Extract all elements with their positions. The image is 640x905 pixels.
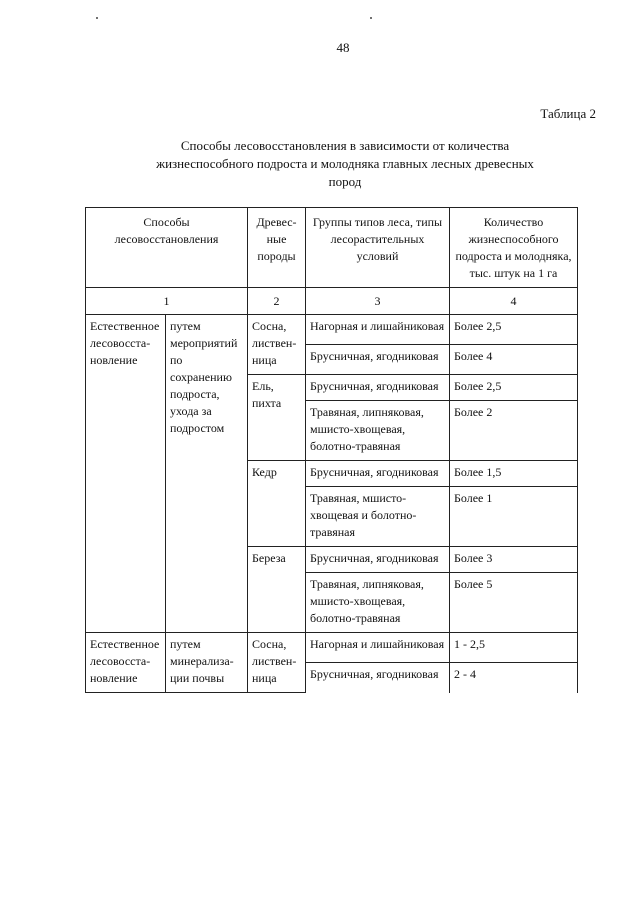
header-quantity: Количество жизнеспособного подроста и молодняка, тыс. штук на 1 га [450,208,578,288]
header-forest-types: Группы типов леса, типы лесорастительных условий [306,208,450,288]
forest-type-cell: Нагорная и лишайниковая [306,315,450,345]
scan-speck [370,17,372,19]
method-cell: Естественное лесовосста-новление [86,315,166,633]
forest-type-cell: Брусничная, ягодниковая [306,345,450,375]
species-cell: Кедр [248,461,306,547]
column-number: 1 [86,288,248,315]
forest-type-cell: Брусничная, ягодниковая [306,663,450,693]
quantity-cell: Более 1 [450,487,578,547]
column-number-row [86,288,578,315]
quantity-cell: Более 4 [450,345,578,375]
column-number: 4 [450,288,578,315]
column-number: 3 [306,288,450,315]
species-cell: Сосна, листвен-ница [248,315,306,375]
forest-type-cell: Брусничная, ягодниковая [306,375,450,401]
quantity-cell: 2 - 4 [450,663,578,693]
table-label: Таблица 2 [540,106,596,121]
header-species: Древес-ные породы [248,208,306,288]
forest-type-cell: Брусничная, ягодниковая [306,461,450,487]
scan-speck [96,17,98,19]
forest-type-cell: Брусничная, ягодниковая [306,547,450,573]
forest-type-cell: Травяная, липняковая, мшисто-хвощевая, болотно-травяная [306,573,450,633]
header-methods: Способы лесовосстановления [86,208,248,288]
forest-type-cell: Нагорная и лишайниковая [306,633,450,663]
reforestation-table [85,207,578,693]
species-cell: Ель, пихта [248,375,306,461]
quantity-cell: Более 3 [450,547,578,573]
method-cell: Естественное лесовосста-новление [86,633,166,693]
page-number: 48 [336,40,350,55]
header-row [86,208,578,288]
species-cell: Береза [248,547,306,633]
forest-type-cell: Травяная, липняковая, мшисто-хвощевая, болотно-травяная [306,401,450,461]
quantity-cell: Более 2,5 [450,315,578,345]
quantity-cell: Более 5 [450,573,578,633]
table-row [86,315,578,345]
sub-method-cell: путем мероприятий по сохранению подроста, ухода за подростом [166,315,248,633]
quantity-cell: Более 2,5 [450,375,578,401]
quantity-cell: 1 - 2,5 [450,633,578,663]
table-title: Способы лесовосстановления в зависимости от количества жизнеспособного подроста и молодняка главных лесных древесных пород [156,138,534,189]
forest-type-cell: Травяная, мшисто-хвощевая и болотно-травяная [306,487,450,547]
species-cell: Сосна, листвен-ница [248,633,306,693]
column-number: 2 [248,288,306,315]
table-row [86,633,578,663]
sub-method-cell: путем минерализа-ции почвы [166,633,248,693]
quantity-cell: Более 1,5 [450,461,578,487]
quantity-cell: Более 2 [450,401,578,461]
